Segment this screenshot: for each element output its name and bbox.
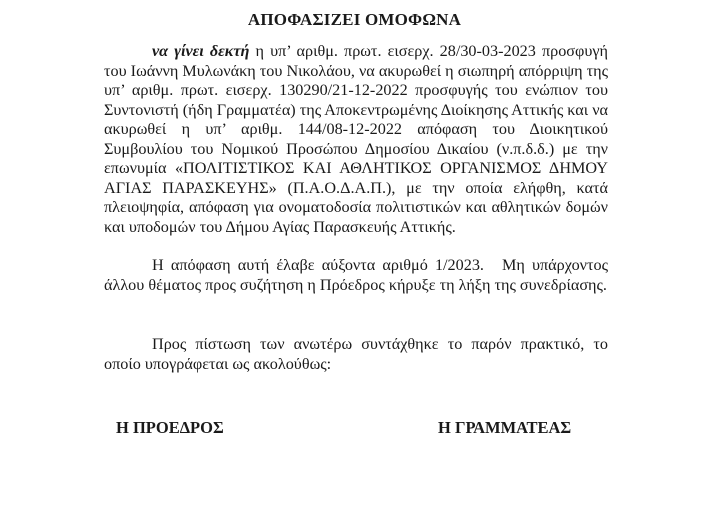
decision-heading: ΑΠΟΦΑΣΙΖΕΙ ΟΜΟΦΩΝΑ: [247, 10, 462, 29]
signature-secretary: Η ΓΡΑΜΜΑΤΕΑΣ: [438, 418, 572, 437]
decision-text: η υπ’ αριθμ. πρωτ. εισερχ. 28/30-03-2023 προσφυγή του Ιωάννη Μυλωνάκη του Νικολάου, να ακυρωθεί η σιωπηρή απόρριψη της υπ’ αριθμ. πρωτ. εισερχ. 130290/21-12-2022 προσφυγής του ενώπιον του Συντονιστή (ήδη Γραμματέα) της Αποκεντρωμένης Διοίκησης Αττικής και να ακυρωθεί η υπ’ αριθμ. 144/08-12-2022 απόφαση του Διοικητικού Συμβουλίου του Νομικού Προσώπου Δημοσίου Δικαίου (ν.π.δ.δ.) με την επωνυμία «ΠΟΛΙΤΙΣΤΙΚΟΣ ΚΑΙ ΑΘΛΗΤΙΚΟΣ ΟΡΓΑΝΙΣΜΟΣ ΔΗΜΟΥ ΑΓΙΑΣ ΠΑΡΑΣΚΕΥΗΣ» (Π.Α.Ο.Δ.Α.Π.), με την οποία ελήφθη, κατά πλειοψηφία, απόφαση για ονοματοδοσία πολιτιστικών και αθλητικών δομών και υποδομών του Δήμου Αγίας Παρασκευής Αττικής.: [104, 42, 608, 236]
session-closing-text: Μη υπάρχοντος άλλου θέματος προς συζήτηση η Πρόεδρος κήρυξε τη λήξη της συνεδρίασης.: [104, 256, 608, 294]
attestation-text: Προς πίστωση των ανωτέρω συντάχθηκε το παρόν πρακτικό, το οποίο υπογράφεται ως ακολούθως:: [104, 335, 608, 373]
decision-lead: να γίνει δεκτή: [152, 42, 250, 60]
attestation-paragraph: [104, 335, 608, 374]
signature-president: Η ΠΡΟΕΔΡΟΣ: [116, 418, 224, 437]
decision-number-text: Η απόφαση αυτή έλαβε αύξοντα αριθμό 1/2023.: [152, 256, 484, 274]
decision-paragraph: [104, 42, 608, 237]
decision-number-paragraph: [104, 256, 608, 295]
